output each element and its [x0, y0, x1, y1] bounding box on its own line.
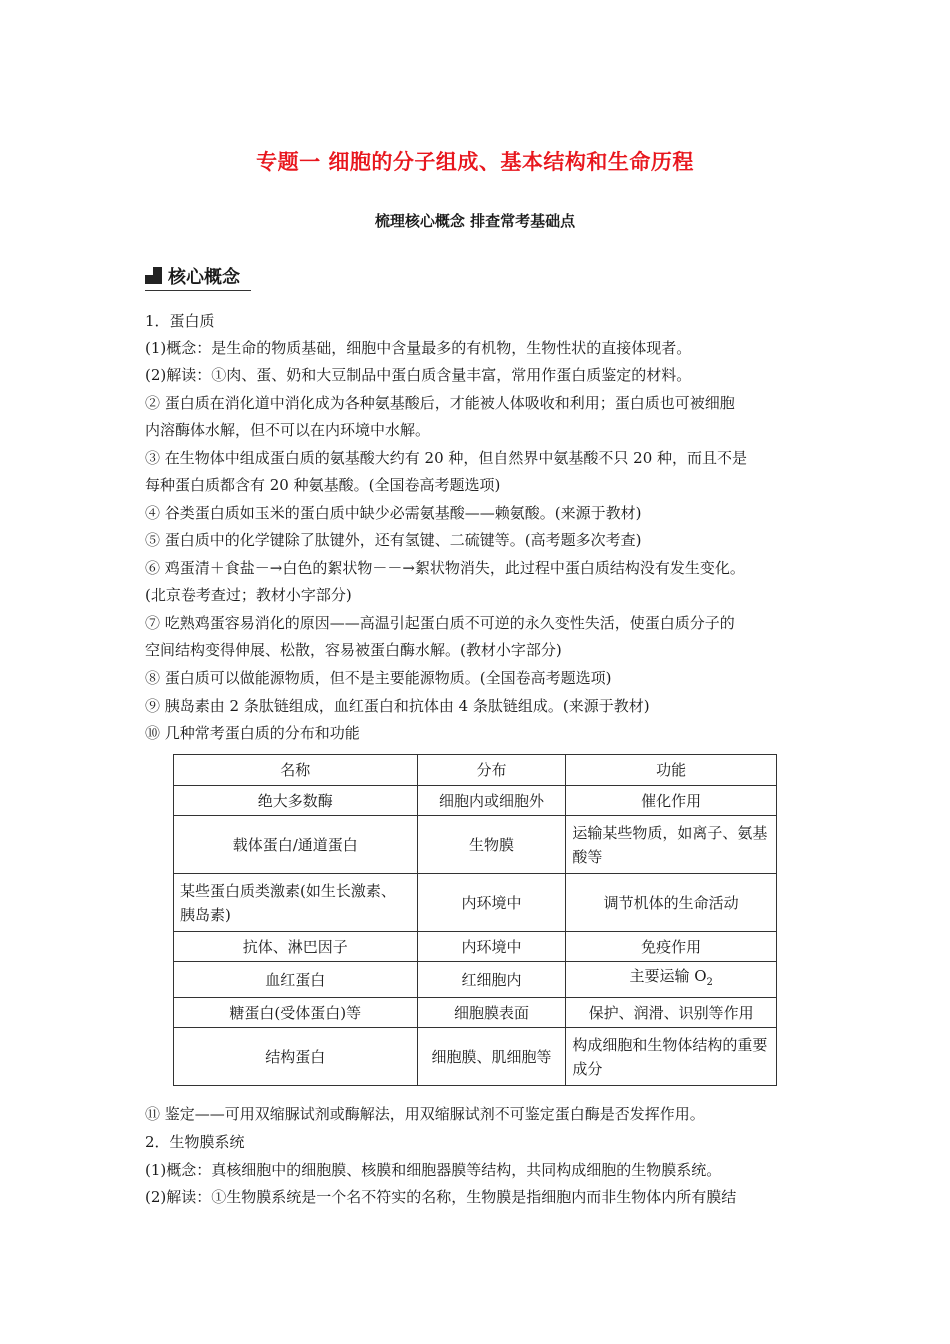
- table-cell: 生物膜: [417, 816, 566, 874]
- table-cell: 运输某些物质，如离子、氨基酸等: [566, 816, 777, 874]
- table-cell: [566, 962, 777, 998]
- table-cell: 调节机体的生命活动: [566, 874, 777, 932]
- section-label: 核心概念: [168, 267, 240, 288]
- text-line: (2)解读：①肉、蛋、奶和大豆制品中蛋白质含量丰富，常用作蛋白质鉴定的材料。: [145, 366, 692, 384]
- table-row: [174, 874, 777, 932]
- column-header: 功能: [566, 755, 777, 786]
- table-cell: 载体蛋白/通道蛋白: [174, 816, 418, 874]
- text-line: (北京卷考查过；教材小字部分): [145, 586, 352, 604]
- table-row: [174, 816, 777, 874]
- table-row: [174, 932, 777, 962]
- text-line: ⑤ 蛋白质中的化学键除了肽键外，还有氢键、二硫键等。(高考题多次考查): [145, 531, 642, 549]
- text-line: 内溶酶体水解，但不可以在内环境中水解。: [145, 421, 431, 439]
- text-line: ④ 谷类蛋白质如玉米的蛋白质中缺少必需氨基酸——赖氨酸。(来源于教材): [145, 504, 642, 522]
- text-line: 空间结构变得伸展、松散，容易被蛋白酶水解。(教材小字部分): [145, 641, 562, 659]
- text-line: ⑩ 几种常考蛋白质的分布和功能: [145, 724, 360, 742]
- text-line: ② 蛋白质在消化道中消化成为各种氨基酸后，才能被人体吸收和利用；蛋白质也可被细胞: [145, 394, 735, 412]
- table-cell: 绝大多数酶: [174, 786, 418, 816]
- text-line: ⑨ 胰岛素由 2 条肽链组成，血红蛋白和抗体由 4 条肽链组成。(来源于教材): [145, 697, 650, 715]
- text-line: ⑦ 吃熟鸡蛋容易消化的原因——高温引起蛋白质不可逆的永久变性失活，使蛋白质分子的: [145, 614, 735, 632]
- page-subtitle: 梳理核心概念 排查常考基础点: [374, 212, 576, 230]
- text-line: (1)概念：是生命的物质基础，细胞中含量最多的有机物，生物性状的直接体现者。: [145, 339, 692, 357]
- table-cell: 血红蛋白: [174, 962, 418, 998]
- column-header: 名称: [174, 755, 418, 786]
- text-line: (2)解读：①生物膜系统是一个名不符实的名称，生物膜是指细胞内而非生物体内所有膜结: [145, 1188, 737, 1206]
- table-header-row: [174, 755, 777, 786]
- section-heading: [145, 262, 251, 291]
- table-cell: 细胞膜表面: [417, 998, 566, 1028]
- table-cell: 细胞膜、肌细胞等: [417, 1028, 566, 1086]
- table-cell: 抗体、淋巴因子: [174, 932, 418, 962]
- table-cell: 糖蛋白(受体蛋白)等: [174, 998, 418, 1028]
- o2-subscript: 2: [706, 977, 713, 988]
- text-line: ⑪ 鉴定——可用双缩脲试剂或酶解法，用双缩脲试剂不可鉴定蛋白酶是否发挥作用。: [145, 1105, 705, 1123]
- column-header: 分布: [417, 755, 566, 786]
- table-cell: 免疫作用: [566, 932, 777, 962]
- text-line: 1．蛋白质: [145, 312, 215, 330]
- text-line: (1)概念：真核细胞中的细胞膜、核膜和细胞器膜等结构，共同构成细胞的生物膜系统。: [145, 1161, 722, 1179]
- table-cell: 红细胞内: [417, 962, 566, 998]
- table-cell: 结构蛋白: [174, 1028, 418, 1086]
- text-line: ⑥ 鸡蛋清＋食盐－→白色的絮状物－－→絮状物消失，此过程中蛋白质结构没有发生变化。: [145, 559, 745, 577]
- protein-table: [173, 754, 777, 1086]
- table-cell: 细胞内或细胞外: [417, 786, 566, 816]
- text-line: ⑧ 蛋白质可以做能源物质，但不是主要能源物质。(全国卷高考题选项): [145, 669, 612, 687]
- table-cell: 内环境中: [417, 932, 566, 962]
- table-row: [174, 962, 777, 998]
- text-line: ③ 在生物体中组成蛋白质的氨基酸大约有 20 种，但自然界中氨基酸不只 20 种，而且不是: [145, 449, 748, 467]
- table-row: [174, 998, 777, 1028]
- text-line: 每种蛋白质都含有 20 种氨基酸。(全国卷高考题选项): [145, 476, 501, 494]
- o2-label: 主要运输 O: [629, 967, 707, 985]
- table-cell: 某些蛋白质类激素(如生长激素、胰岛素): [174, 874, 418, 932]
- table-cell: 构成细胞和生物体结构的重要成分: [566, 1028, 777, 1086]
- page-title: 专题一 细胞的分子组成、基本结构和生命历程: [256, 150, 694, 174]
- text-line: 2．生物膜系统: [145, 1133, 245, 1151]
- table-cell: 保护、润滑、识别等作用: [566, 998, 777, 1028]
- table-cell: 催化作用: [566, 786, 777, 816]
- table-row: [174, 786, 777, 816]
- table-cell: 内环境中: [417, 874, 566, 932]
- table-row: [174, 1028, 777, 1086]
